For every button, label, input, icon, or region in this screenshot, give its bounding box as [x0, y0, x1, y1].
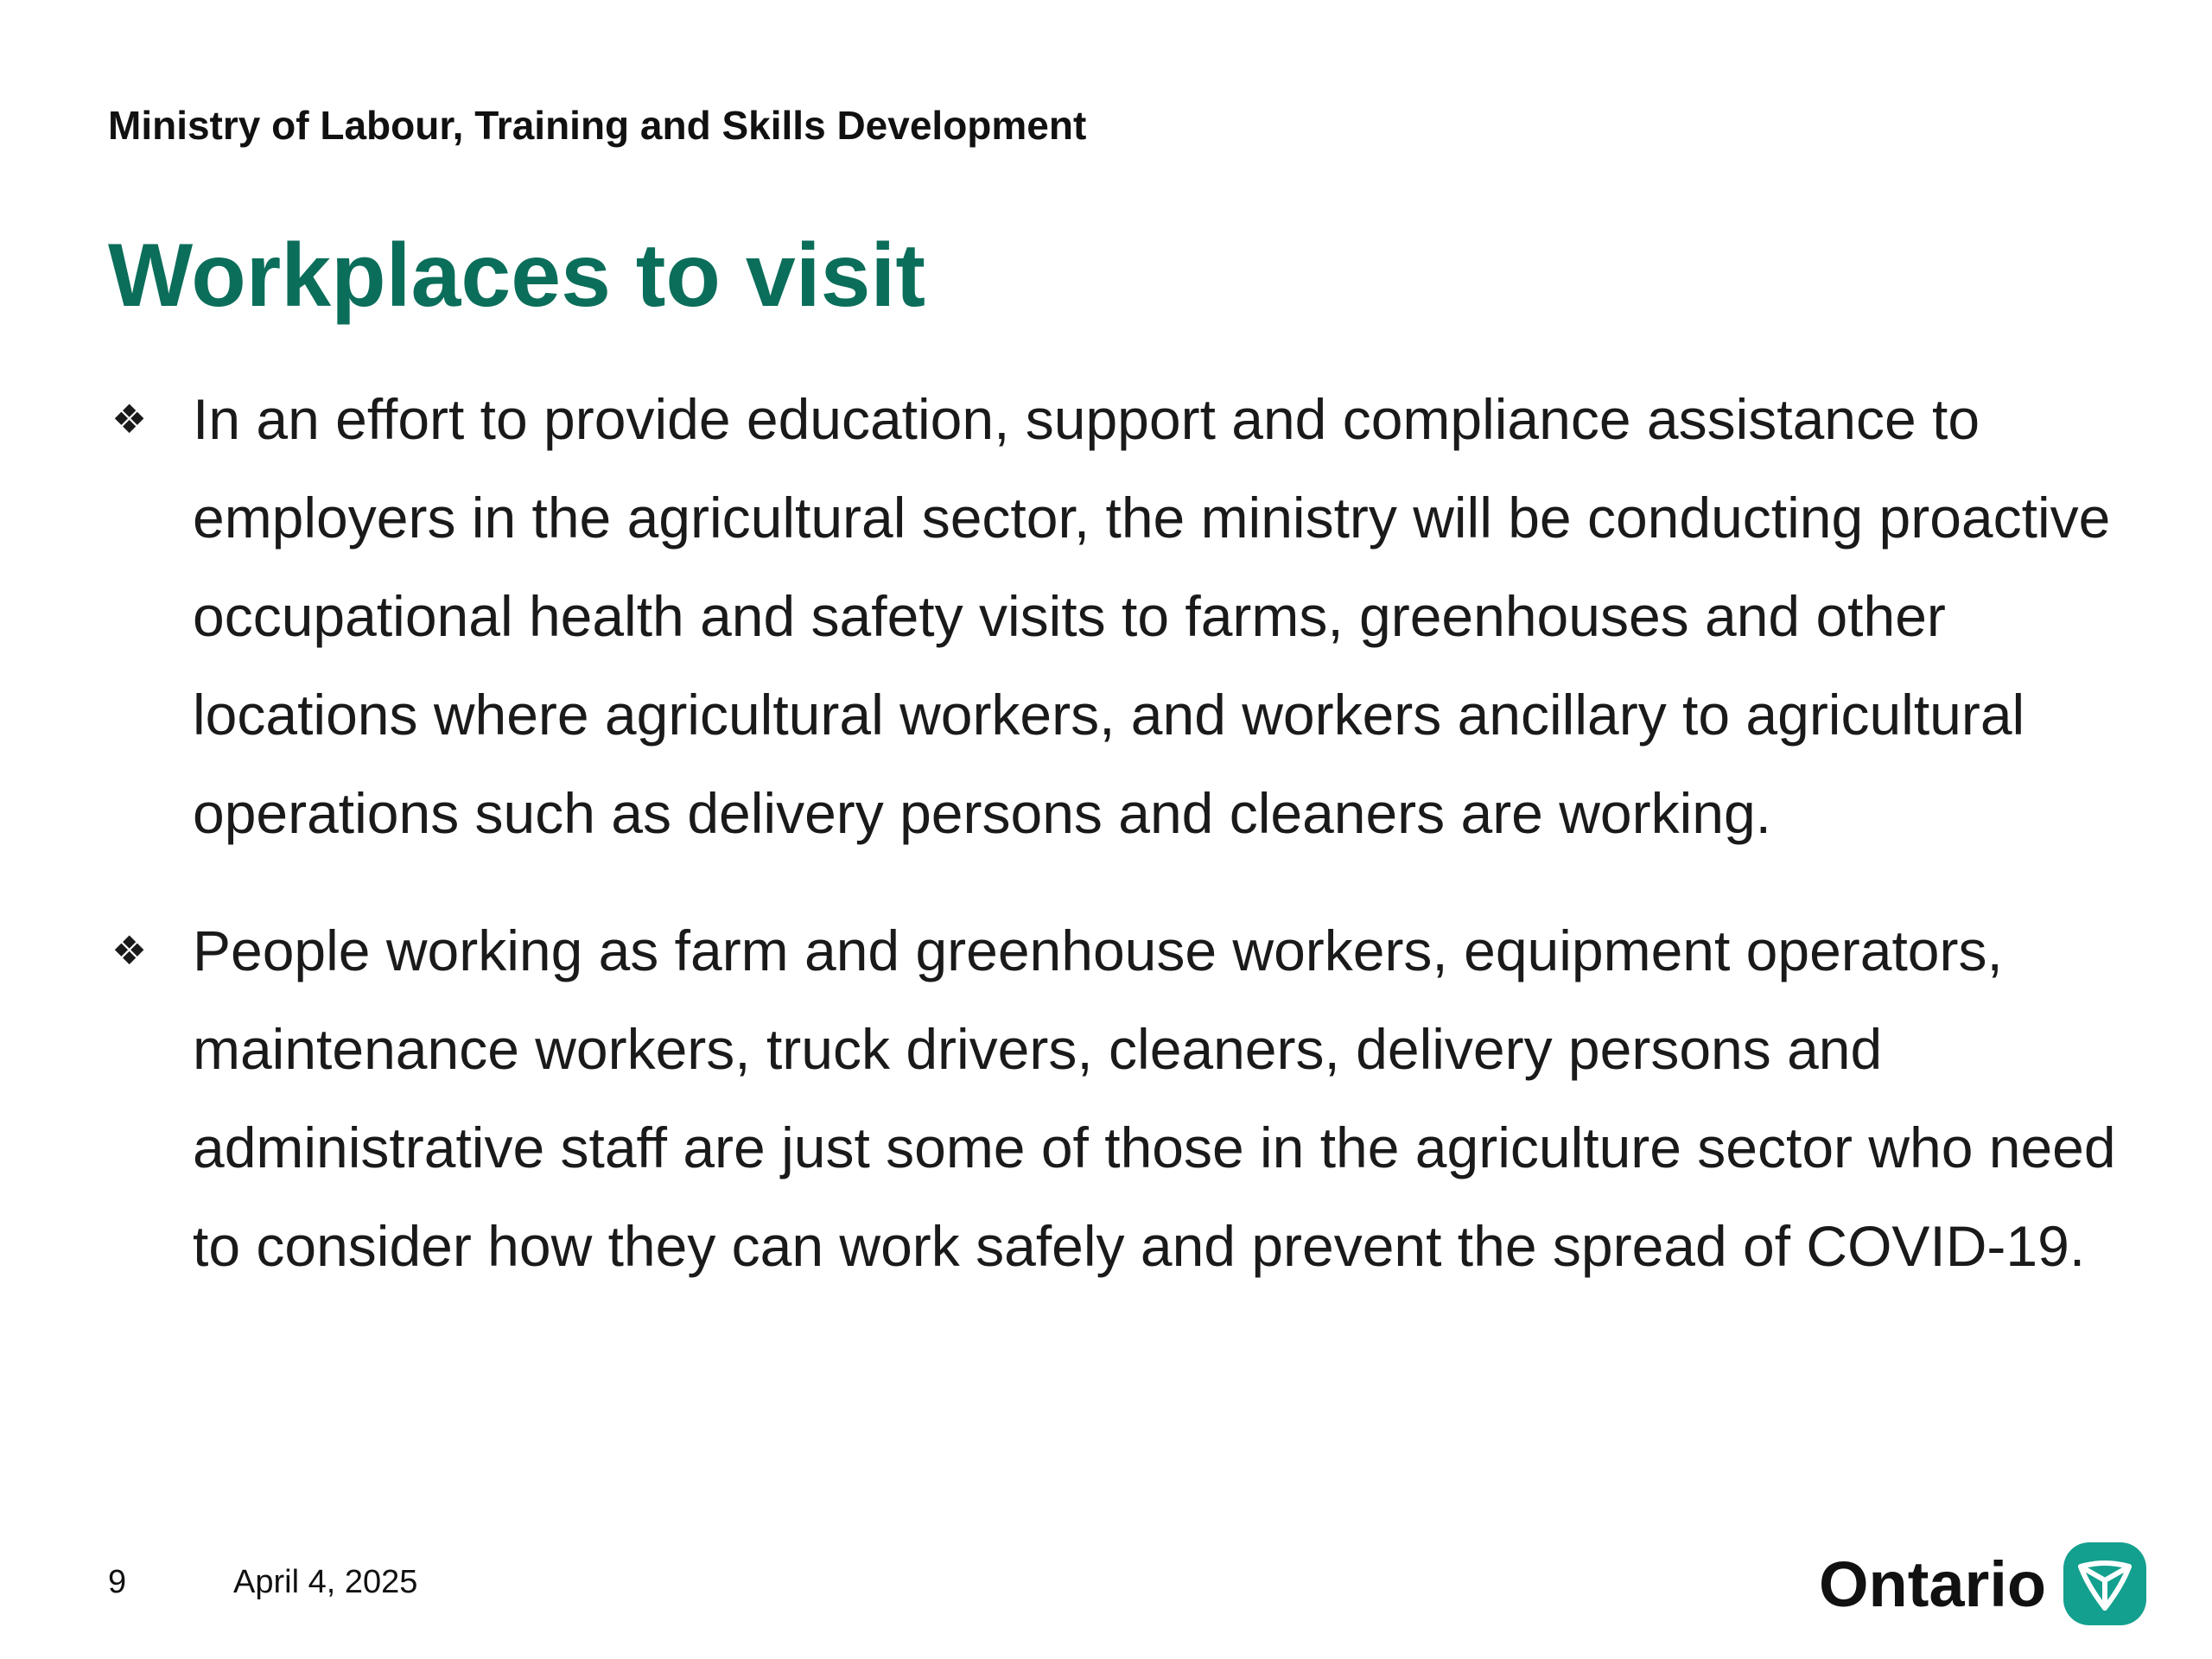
four-diamond-bullet-icon: ❖ — [111, 928, 148, 973]
logo-wordmark: Ontario — [1819, 1548, 2047, 1620]
bullet-text: People working as farm and greenhouse workers, equipment operators, maintenance workers, truck drivers, cleaners, delivery persons and administrative staff are just some of those in the agriculture sector who need to consider how they can work safely and prevent the spread of COVID-19. — [193, 918, 2116, 1278]
page-number: 9 — [108, 1564, 127, 1600]
four-diamond-bullet-icon: ❖ — [111, 397, 148, 442]
ontario-logo — [1819, 1536, 2148, 1631]
bullet-list — [108, 370, 2130, 1295]
bullet-item — [108, 901, 2130, 1295]
slide-title: Workplaces to visit — [108, 226, 925, 326]
ministry-name: Ministry of Labour, Training and Skills Development — [108, 103, 1087, 148]
ontario-trillium-icon — [2062, 1541, 2148, 1627]
bullet-text: In an effort to provide education, support and compliance assistance to employers in the agricultural sector, the ministry will be conducting proactive occupational health and safety visits to farms, greenhouses and other locations where agricultural workers, and workers ancillary to agricultural operations such as delivery persons and cleaners are working. — [193, 387, 2111, 845]
slide-date: April 4, 2025 — [233, 1564, 418, 1600]
bullet-item — [108, 370, 2130, 862]
